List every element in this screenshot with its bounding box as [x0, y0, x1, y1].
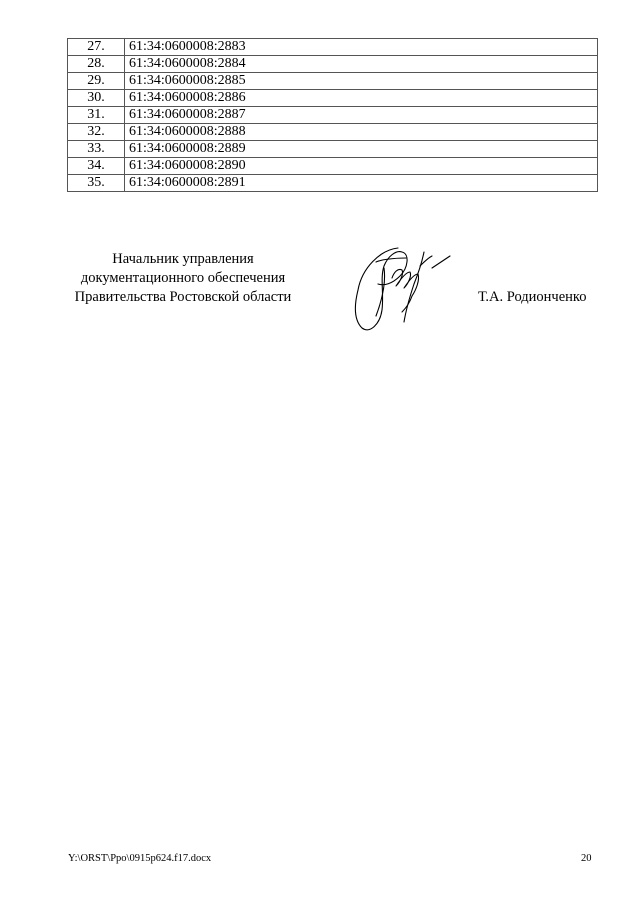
- table-row: [68, 39, 598, 56]
- row-number: 33.: [68, 141, 125, 158]
- position-line-2: документационного обеспечения: [80, 270, 286, 286]
- table-row: [68, 158, 598, 175]
- cadastral-number: 61:34:0600008:2890: [125, 158, 598, 175]
- table-row: [68, 56, 598, 73]
- row-number: 31.: [68, 107, 125, 124]
- cadastral-numbers-table: [67, 38, 598, 192]
- table-row: [68, 141, 598, 158]
- cadastral-number: 61:34:0600008:2885: [125, 73, 598, 90]
- row-number: 29.: [68, 73, 125, 90]
- row-number: 27.: [68, 39, 125, 56]
- table-row: [68, 175, 598, 192]
- row-number: 30.: [68, 90, 125, 107]
- page-number: 20: [581, 853, 592, 864]
- row-number: 32.: [68, 124, 125, 141]
- row-number: 28.: [68, 56, 125, 73]
- signatory-position: [60, 250, 306, 307]
- table-row: [68, 90, 598, 107]
- position-line-1: Начальник управления: [112, 251, 254, 267]
- position-line-3: Правительства Ростовской области: [74, 289, 292, 305]
- cadastral-number: 61:34:0600008:2883: [125, 39, 598, 56]
- cadastral-number: 61:34:0600008:2887: [125, 107, 598, 124]
- cadastral-number: 61:34:0600008:2884: [125, 56, 598, 73]
- signer-name: Т.А. Родионченко: [478, 289, 587, 305]
- table-row: [68, 73, 598, 90]
- cadastral-number: 61:34:0600008:2888: [125, 124, 598, 141]
- cadastral-number: 61:34:0600008:2891: [125, 175, 598, 192]
- row-number: 34.: [68, 158, 125, 175]
- table-row: [68, 124, 598, 141]
- row-number: 35.: [68, 175, 125, 192]
- footer-file-path: Y:\ORST\Ppo\0915p624.f17.docx: [68, 853, 212, 864]
- cadastral-number: 61:34:0600008:2889: [125, 141, 598, 158]
- handwritten-signature: [340, 238, 455, 338]
- table-row: [68, 107, 598, 124]
- cadastral-number: 61:34:0600008:2886: [125, 90, 598, 107]
